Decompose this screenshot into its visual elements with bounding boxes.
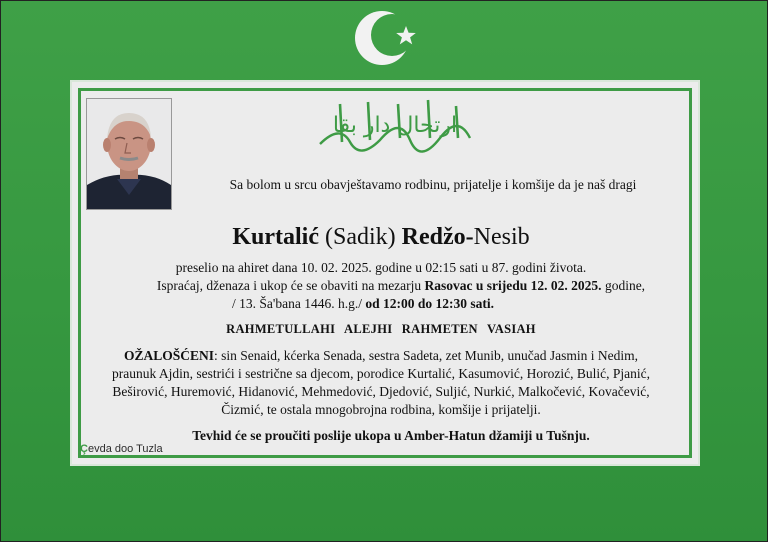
death-info — [72, 260, 690, 276]
logo-mark: Ç — [80, 443, 88, 455]
mourners-line-4: Čizmić, te ostala mnogobrojna rodbina, komšije i prijatelji. — [221, 402, 541, 417]
calligraphy-ornament — [310, 94, 480, 156]
burial-text: Ispraćaj, dženaza i ukop će se obaviti na mezarju — [156, 278, 425, 293]
burial-time: od 12:00 do 12:30 sati. — [361, 296, 494, 311]
nickname: Nesib — [473, 224, 530, 250]
burial-place: Rasovac u srijedu 12. 02. 2025. — [424, 278, 602, 293]
prayer-line: RAHMETULLAHI ALEJHI RAHMETEN VASIAH — [226, 322, 536, 336]
mourners-label: OŽALOŠĆENI — [123, 348, 214, 363]
deceased-photo — [86, 98, 172, 210]
burial-time-line — [54, 296, 672, 312]
death-date: 10. 02. 2025. — [300, 260, 372, 275]
mourners-line-2: praunuk Ajdin, sestrići i sestrične sa djecom, porodice Kurtalić, Kasumović, Horozić, Bulić, Pjanić, — [112, 366, 650, 381]
publisher-logo — [80, 443, 163, 455]
death-text: godine u — [371, 260, 426, 275]
arabic-calligraphy — [310, 94, 480, 156]
deceased-name — [72, 224, 690, 251]
crescent-star-icon — [348, 6, 420, 70]
death-age: 87. — [491, 260, 509, 275]
obituary-card — [70, 80, 700, 466]
svg-text:ارتحال دار بقا: ارتحال دار بقا — [332, 113, 458, 138]
surname: Kurtalić — [232, 224, 319, 250]
burial-info — [92, 278, 710, 294]
father-name: (Sadik) — [325, 224, 396, 250]
death-text: sati u — [456, 260, 492, 275]
death-text: godini života. — [508, 260, 587, 275]
mourners-text: : sin Senaid, kćerka Senada, sestra Sadeta, zet Munib, unučad Jasmin i Nedim, — [214, 348, 639, 363]
logo-text: evda doo Tuzla — [87, 443, 163, 455]
burial-text: godine, — [601, 278, 646, 293]
hijri-date: / 13. Ša'bana 1446. h.g./ — [232, 296, 362, 311]
mourners-line-1 — [72, 348, 690, 364]
first-name: Redžo- — [401, 224, 474, 250]
death-text: preselio na ahiret dana — [175, 260, 301, 275]
mourners-line-3: Beširović, Huremović, Hidanović, Mehmedović, Djedović, Suljić, Nurkić, Malkočević, Kovačević, — [112, 384, 650, 399]
death-time: 02:15 — [425, 260, 457, 275]
intro-text: Sa bolom u srcu obavještavamo rodbinu, prijatelje i komšije da je naš dragi — [229, 177, 637, 192]
tevhid-line: Tevhid će se proučiti poslije ukopa u Amber-Hatun džamiji u Tušnju. — [192, 428, 590, 443]
